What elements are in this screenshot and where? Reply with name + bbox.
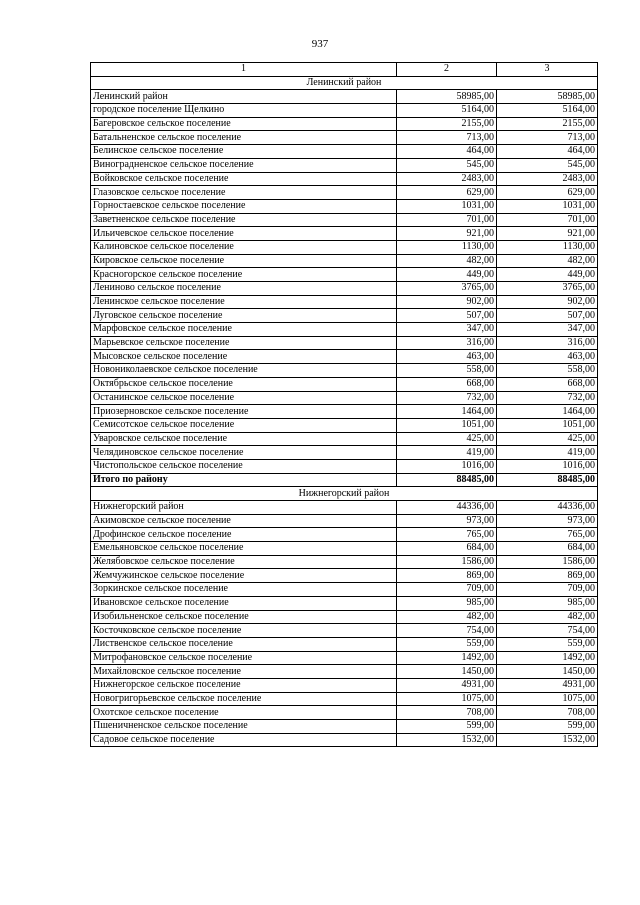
amount-column-3: 1464,00: [497, 405, 598, 419]
table-row: [91, 528, 598, 542]
amount-column-3: 1051,00: [497, 418, 598, 432]
municipality-name: Заветненское сельское поселение: [91, 213, 397, 227]
amount-column-2: 732,00: [397, 391, 497, 405]
table-row: [91, 117, 598, 131]
table-row: [91, 104, 598, 118]
table-row: [91, 172, 598, 186]
amount-column-3: 464,00: [497, 145, 598, 159]
amount-column-2: 425,00: [397, 432, 497, 446]
amount-column-3: 732,00: [497, 391, 598, 405]
amount-column-2: 1586,00: [397, 555, 497, 569]
table-row: [91, 145, 598, 159]
amount-column-2: 1075,00: [397, 692, 497, 706]
amount-column-3: 463,00: [497, 350, 598, 364]
section-header-row: [91, 76, 598, 90]
municipality-name: Лиственское сельское поселение: [91, 637, 397, 651]
total-amount-column-2: 88485,00: [397, 473, 497, 487]
table-row: [91, 637, 598, 651]
table-row: [91, 282, 598, 296]
amount-column-2: 985,00: [397, 596, 497, 610]
allocation-table: [90, 62, 598, 747]
municipality-name: Акимовское сельское поселение: [91, 514, 397, 528]
section-title: Ленинский район: [91, 76, 598, 90]
municipality-name: Зоркинское сельское поселение: [91, 583, 397, 597]
table-row: [91, 295, 598, 309]
municipality-name: Желябовское сельское поселение: [91, 555, 397, 569]
table-row: [91, 583, 598, 597]
amount-column-2: 1051,00: [397, 418, 497, 432]
municipality-name: Батальненское сельское поселение: [91, 131, 397, 145]
amount-column-2: 1532,00: [397, 733, 497, 747]
table-row: [91, 514, 598, 528]
amount-column-3: 1031,00: [497, 199, 598, 213]
table-row: [91, 213, 598, 227]
amount-column-3: 668,00: [497, 377, 598, 391]
amount-column-2: 684,00: [397, 542, 497, 556]
amount-column-2: 347,00: [397, 323, 497, 337]
municipality-name: Косточковское сельское поселение: [91, 624, 397, 638]
table-row: [91, 733, 598, 747]
municipality-name: Михайловское сельское поселение: [91, 665, 397, 679]
municipality-name: Виноградненское сельское поселение: [91, 158, 397, 172]
municipality-name: Чистопольское сельское поселение: [91, 459, 397, 473]
total-label: Итого по району: [91, 473, 397, 487]
amount-column-3: 482,00: [497, 610, 598, 624]
amount-column-3: 419,00: [497, 446, 598, 460]
table-row: [91, 364, 598, 378]
municipality-name: Луговское сельское поселение: [91, 309, 397, 323]
municipality-name: Багеровское сельское поселение: [91, 117, 397, 131]
amount-column-2: 419,00: [397, 446, 497, 460]
amount-column-3: 3765,00: [497, 282, 598, 296]
table-row: [91, 336, 598, 350]
municipality-name: Ивановское сельское поселение: [91, 596, 397, 610]
amount-column-3: 713,00: [497, 131, 598, 145]
amount-column-2: 507,00: [397, 309, 497, 323]
table-row: [91, 678, 598, 692]
municipality-name: Глазовское сельское поселение: [91, 186, 397, 200]
amount-column-2: 545,00: [397, 158, 497, 172]
municipality-name: Марьевское сельское поселение: [91, 336, 397, 350]
amount-column-2: 668,00: [397, 377, 497, 391]
amount-column-3: 2483,00: [497, 172, 598, 186]
amount-column-3: 921,00: [497, 227, 598, 241]
amount-column-3: 1492,00: [497, 651, 598, 665]
municipality-name: Челядиновское сельское поселение: [91, 446, 397, 460]
table-row: [91, 227, 598, 241]
amount-column-3: 1130,00: [497, 240, 598, 254]
amount-column-2: 316,00: [397, 336, 497, 350]
amount-column-3: 482,00: [497, 254, 598, 268]
municipality-name: Митрофановское сельское поселение: [91, 651, 397, 665]
table-row: [91, 377, 598, 391]
amount-column-3: 599,00: [497, 720, 598, 734]
amount-column-2: 482,00: [397, 610, 497, 624]
municipality-name: Ильичевское сельское поселение: [91, 227, 397, 241]
table-row: [91, 446, 598, 460]
column-number-3: 3: [497, 63, 598, 77]
amount-column-3: 869,00: [497, 569, 598, 583]
amount-column-2: 2483,00: [397, 172, 497, 186]
amount-column-3: 545,00: [497, 158, 598, 172]
amount-column-2: 701,00: [397, 213, 497, 227]
total-amount-column-3: 88485,00: [497, 473, 598, 487]
table-row: [91, 692, 598, 706]
table-row: [91, 720, 598, 734]
amount-column-2: 629,00: [397, 186, 497, 200]
table-row: [91, 199, 598, 213]
column-number-row: [91, 63, 598, 77]
table-row: [91, 501, 598, 515]
amount-column-3: 449,00: [497, 268, 598, 282]
amount-column-2: 4931,00: [397, 678, 497, 692]
table-row: [91, 268, 598, 282]
municipality-name: Мысовское сельское поселение: [91, 350, 397, 364]
amount-column-2: 44336,00: [397, 501, 497, 515]
amount-column-3: 2155,00: [497, 117, 598, 131]
table-row: [91, 596, 598, 610]
amount-column-2: 765,00: [397, 528, 497, 542]
amount-column-2: 713,00: [397, 131, 497, 145]
amount-column-3: 1532,00: [497, 733, 598, 747]
amount-column-3: 1450,00: [497, 665, 598, 679]
table-row: [91, 405, 598, 419]
amount-column-2: 58985,00: [397, 90, 497, 104]
amount-column-3: 44336,00: [497, 501, 598, 515]
table-row: [91, 459, 598, 473]
table-row: [91, 391, 598, 405]
amount-column-2: 449,00: [397, 268, 497, 282]
table-row: [91, 610, 598, 624]
amount-column-2: 921,00: [397, 227, 497, 241]
amount-column-2: 482,00: [397, 254, 497, 268]
municipality-name: городское поселение Щелкино: [91, 104, 397, 118]
amount-column-3: 507,00: [497, 309, 598, 323]
municipality-name: Октябрьское сельское поселение: [91, 377, 397, 391]
amount-column-3: 316,00: [497, 336, 598, 350]
amount-column-3: 985,00: [497, 596, 598, 610]
amount-column-3: 902,00: [497, 295, 598, 309]
municipality-name: Войковское сельское поселение: [91, 172, 397, 186]
amount-column-3: 558,00: [497, 364, 598, 378]
amount-column-3: 58985,00: [497, 90, 598, 104]
municipality-name: Ленинское сельское поселение: [91, 295, 397, 309]
municipality-name: Новогригорьевское сельское поселение: [91, 692, 397, 706]
amount-column-2: 5164,00: [397, 104, 497, 118]
municipality-name: Ленинский район: [91, 90, 397, 104]
amount-column-3: 709,00: [497, 583, 598, 597]
municipality-name: Емельяновское сельское поселение: [91, 542, 397, 556]
amount-column-2: 1464,00: [397, 405, 497, 419]
municipality-name: Новониколаевское сельское поселение: [91, 364, 397, 378]
section-total-row: [91, 473, 598, 487]
table-row: [91, 542, 598, 556]
amount-column-2: 1492,00: [397, 651, 497, 665]
amount-column-2: 708,00: [397, 706, 497, 720]
table-row: [91, 555, 598, 569]
table-row: [91, 240, 598, 254]
amount-column-3: 5164,00: [497, 104, 598, 118]
municipality-name: Семисотское сельское поселение: [91, 418, 397, 432]
municipality-name: Приозерновское сельское поселение: [91, 405, 397, 419]
table-row: [91, 350, 598, 364]
amount-column-3: 765,00: [497, 528, 598, 542]
amount-column-3: 1586,00: [497, 555, 598, 569]
table-row: [91, 186, 598, 200]
municipality-name: Нижнегорское сельское поселение: [91, 678, 397, 692]
table-row: [91, 706, 598, 720]
column-number-1: 1: [91, 63, 397, 77]
table-row: [91, 569, 598, 583]
table-row: [91, 323, 598, 337]
municipality-name: Нижнегорский район: [91, 501, 397, 515]
amount-column-3: 347,00: [497, 323, 598, 337]
municipality-name: Белинское сельское поселение: [91, 145, 397, 159]
amount-column-2: 709,00: [397, 583, 497, 597]
municipality-name: Марфовское сельское поселение: [91, 323, 397, 337]
table-row: [91, 254, 598, 268]
amount-column-2: 973,00: [397, 514, 497, 528]
amount-column-3: 4931,00: [497, 678, 598, 692]
table-row: [91, 158, 598, 172]
column-number-2: 2: [397, 63, 497, 77]
municipality-name: Пшеничненское сельское поселение: [91, 720, 397, 734]
amount-column-2: 599,00: [397, 720, 497, 734]
page-number: 937: [311, 38, 329, 50]
amount-column-2: 1450,00: [397, 665, 497, 679]
amount-column-2: 869,00: [397, 569, 497, 583]
amount-column-3: 559,00: [497, 637, 598, 651]
amount-column-2: 1031,00: [397, 199, 497, 213]
table-row: [91, 418, 598, 432]
municipality-name: Садовое сельское поселение: [91, 733, 397, 747]
table-row: [91, 432, 598, 446]
table-row: [91, 624, 598, 638]
municipality-name: Калиновское сельское поселение: [91, 240, 397, 254]
amount-column-2: 558,00: [397, 364, 497, 378]
amount-column-2: 463,00: [397, 350, 497, 364]
municipality-name: Жемчужинское сельское поселение: [91, 569, 397, 583]
amount-column-2: 3765,00: [397, 282, 497, 296]
table-row: [91, 309, 598, 323]
municipality-name: Лениново сельское поселение: [91, 282, 397, 296]
table-row: [91, 131, 598, 145]
municipality-name: Изобильненское сельское поселение: [91, 610, 397, 624]
amount-column-3: 629,00: [497, 186, 598, 200]
amount-column-3: 1016,00: [497, 459, 598, 473]
amount-column-3: 701,00: [497, 213, 598, 227]
amount-column-3: 973,00: [497, 514, 598, 528]
section-title: Нижнегорский район: [91, 487, 598, 501]
amount-column-2: 1016,00: [397, 459, 497, 473]
amount-column-2: 1130,00: [397, 240, 497, 254]
amount-column-2: 464,00: [397, 145, 497, 159]
table-row: [91, 665, 598, 679]
table-row: [91, 90, 598, 104]
municipality-name: Горностаевское сельское поселение: [91, 199, 397, 213]
municipality-name: Охотское сельское поселение: [91, 706, 397, 720]
section-header-row: [91, 487, 598, 501]
amount-column-3: 754,00: [497, 624, 598, 638]
municipality-name: Красногорское сельское поселение: [91, 268, 397, 282]
municipality-name: Уваровское сельское поселение: [91, 432, 397, 446]
municipality-name: Останинское сельское поселение: [91, 391, 397, 405]
amount-column-2: 902,00: [397, 295, 497, 309]
amount-column-3: 1075,00: [497, 692, 598, 706]
municipality-name: Дрофинское сельское поселение: [91, 528, 397, 542]
municipality-name: Кировское сельское поселение: [91, 254, 397, 268]
amount-column-3: 708,00: [497, 706, 598, 720]
table-row: [91, 651, 598, 665]
table-body: [91, 63, 598, 747]
amount-column-2: 2155,00: [397, 117, 497, 131]
amount-column-3: 425,00: [497, 432, 598, 446]
amount-column-2: 559,00: [397, 637, 497, 651]
amount-column-2: 754,00: [397, 624, 497, 638]
amount-column-3: 684,00: [497, 542, 598, 556]
